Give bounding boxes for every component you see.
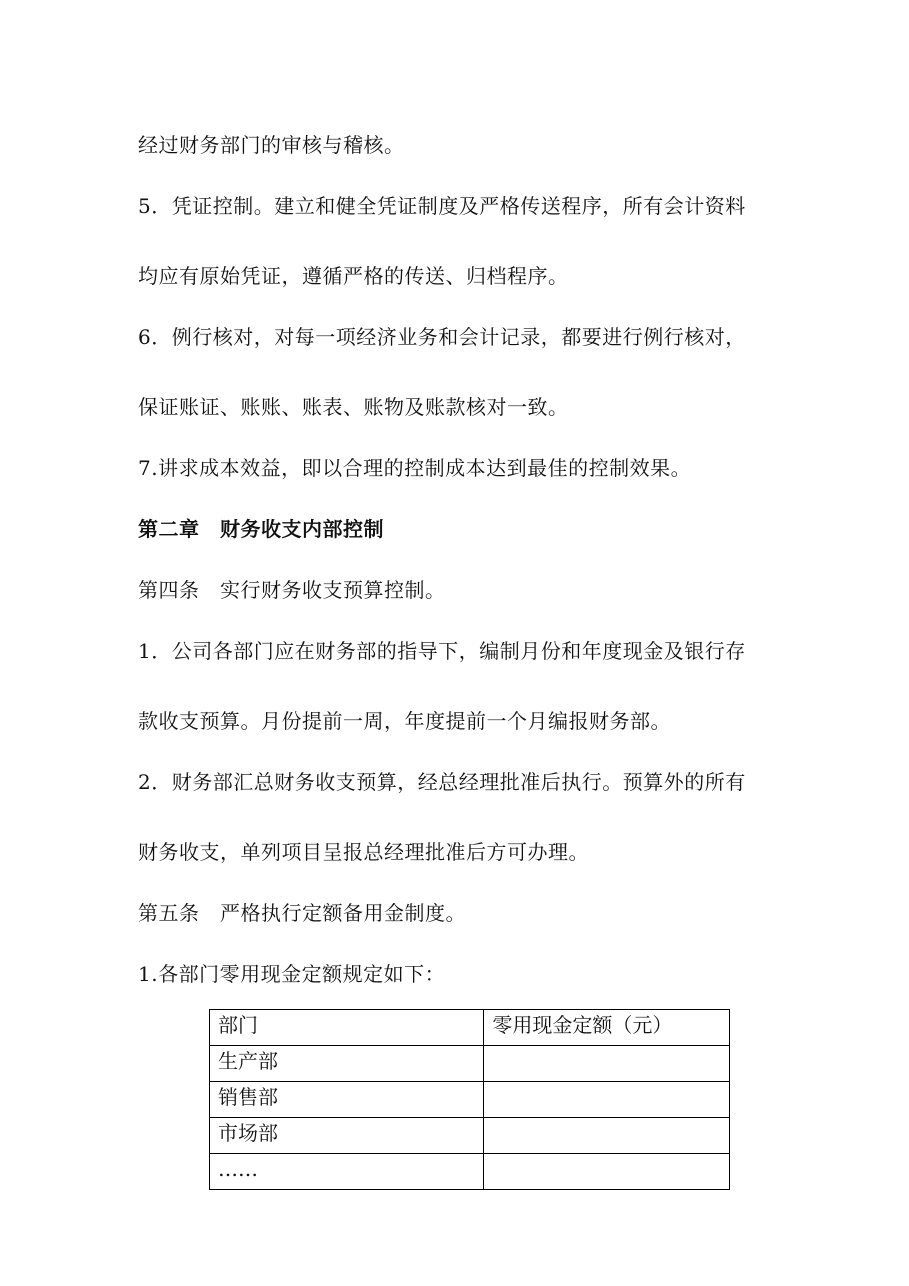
article-heading: 第四条 实行财务收支预算控制。: [138, 578, 446, 602]
paragraph-line: 财务收支，单列项目呈报总经理批准后方可办理。: [138, 840, 589, 864]
table-row: [210, 1118, 730, 1154]
table-header-row: [210, 1010, 730, 1046]
paragraph-line: 1.各部门零用现金定额规定如下：: [138, 962, 446, 986]
table-header-cell: 部门: [210, 1010, 484, 1046]
table-cell: [484, 1154, 730, 1190]
table-cell: 生产部: [210, 1046, 484, 1082]
table-cell: [484, 1118, 730, 1154]
table-cell: 销售部: [210, 1082, 484, 1118]
table-row: [210, 1154, 730, 1190]
paragraph-line: 保证账证、账账、账表、账物及账款核对一致。: [138, 395, 569, 419]
table-cell: [484, 1046, 730, 1082]
paragraph-line: 6．例行核对，对每一项经济业务和会计记录，都要进行例行核对，: [138, 325, 746, 349]
table-cell: 市场部: [210, 1118, 484, 1154]
paragraph-line: 7.讲求成本效益，即以合理的控制成本达到最佳的控制效果。: [138, 456, 692, 480]
paragraph-line: 2．财务部汇总财务收支预算，经总经理批准后执行。预算外的所有: [138, 770, 746, 794]
table-row: [210, 1082, 730, 1118]
table-header-cell: 零用现金定额（元）: [484, 1010, 730, 1046]
chapter-heading: 第二章 财务收支内部控制: [138, 517, 384, 541]
table-cell: [484, 1082, 730, 1118]
table-row: [210, 1046, 730, 1082]
paragraph-line: 5．凭证控制。建立和健全凭证制度及严格传送程序，所有会计资料: [138, 194, 746, 218]
table-cell: ……: [210, 1154, 484, 1190]
paragraph-line: 均应有原始凭证，遵循严格的传送、归档程序。: [138, 264, 569, 288]
paragraph-line: 经过财务部门的审核与稽核。: [138, 133, 405, 157]
paragraph-line: 款收支预算。月份提前一周，年度提前一个月编报财务部。: [138, 709, 671, 733]
petty-cash-quota-table: [209, 1009, 730, 1190]
article-heading: 第五条 严格执行定额备用金制度。: [138, 901, 466, 925]
paragraph-line: 1．公司各部门应在财务部的指导下，编制月份和年度现金及银行存: [138, 639, 746, 663]
